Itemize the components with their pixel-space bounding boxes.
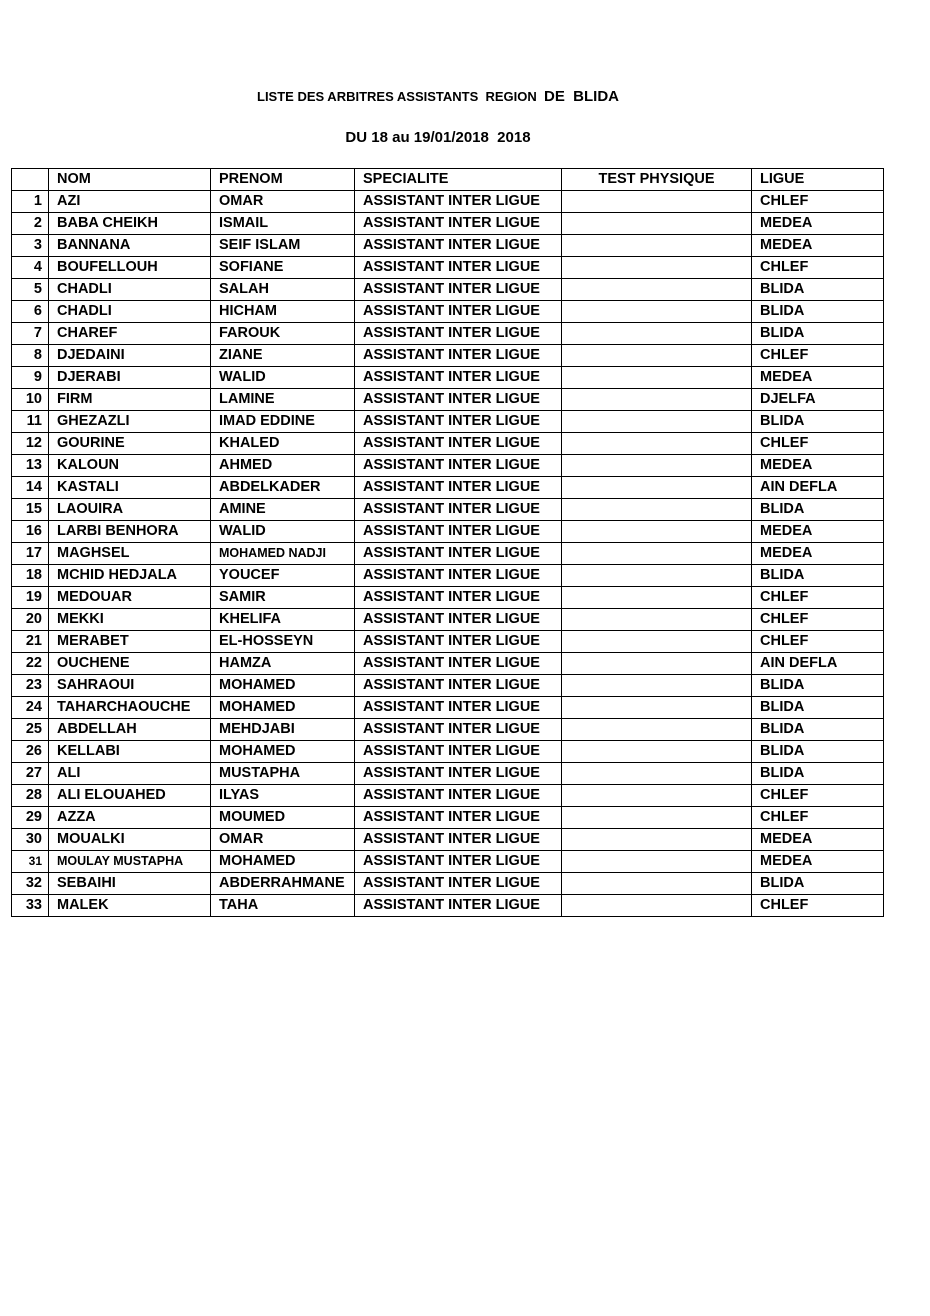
table-row — [12, 719, 884, 741]
cell-num: 4 — [12, 257, 49, 279]
header-nom: NOM — [49, 169, 211, 191]
cell-test-physique — [562, 763, 752, 785]
cell-test-physique — [562, 235, 752, 257]
cell-ligue: AIN DEFLA — [752, 477, 884, 499]
cell-test-physique — [562, 433, 752, 455]
cell-specialite: ASSISTANT INTER LIGUE — [355, 785, 562, 807]
cell-prenom: AHMED — [211, 455, 355, 477]
cell-test-physique — [562, 609, 752, 631]
cell-ligue: CHLEF — [752, 609, 884, 631]
cell-prenom: ABDELKADER — [211, 477, 355, 499]
cell-specialite: ASSISTANT INTER LIGUE — [355, 631, 562, 653]
cell-nom: BANNANA — [49, 235, 211, 257]
cell-nom: AZI — [49, 191, 211, 213]
cell-nom: MOULAY MUSTAPHA — [49, 851, 211, 873]
cell-prenom: YOUCEF — [211, 565, 355, 587]
header-specialite: SPECIALITE — [355, 169, 562, 191]
table-row — [12, 609, 884, 631]
table-row — [12, 873, 884, 895]
cell-test-physique — [562, 455, 752, 477]
cell-nom: KELLABI — [49, 741, 211, 763]
cell-specialite: ASSISTANT INTER LIGUE — [355, 741, 562, 763]
cell-nom: OUCHENE — [49, 653, 211, 675]
cell-prenom: OMAR — [211, 829, 355, 851]
cell-ligue: CHLEF — [752, 587, 884, 609]
page-title-region: DE BLIDA — [544, 88, 619, 105]
table-body — [12, 191, 884, 917]
cell-nom: MEKKI — [49, 609, 211, 631]
cell-specialite: ASSISTANT INTER LIGUE — [355, 257, 562, 279]
cell-num: 32 — [12, 873, 49, 895]
cell-ligue: BLIDA — [752, 675, 884, 697]
cell-prenom: SAMIR — [211, 587, 355, 609]
cell-prenom: HAMZA — [211, 653, 355, 675]
table-row — [12, 895, 884, 917]
table-row — [12, 257, 884, 279]
cell-test-physique — [562, 587, 752, 609]
cell-nom: KASTALI — [49, 477, 211, 499]
table-row — [12, 631, 884, 653]
cell-test-physique — [562, 389, 752, 411]
cell-nom: ALI ELOUAHED — [49, 785, 211, 807]
cell-prenom: MOHAMED — [211, 697, 355, 719]
header-test-physique: TEST PHYSIQUE — [562, 169, 752, 191]
cell-specialite: ASSISTANT INTER LIGUE — [355, 807, 562, 829]
cell-prenom: WALID — [211, 367, 355, 389]
cell-num: 27 — [12, 763, 49, 785]
cell-num: 22 — [12, 653, 49, 675]
cell-prenom: FAROUK — [211, 323, 355, 345]
table-row — [12, 191, 884, 213]
cell-nom: SAHRAOUI — [49, 675, 211, 697]
table-row — [12, 829, 884, 851]
table-row — [12, 741, 884, 763]
cell-nom: MOUALKI — [49, 829, 211, 851]
cell-specialite: ASSISTANT INTER LIGUE — [355, 499, 562, 521]
cell-test-physique — [562, 851, 752, 873]
cell-prenom: MOHAMED — [211, 675, 355, 697]
table-row — [12, 587, 884, 609]
cell-ligue: DJELFA — [752, 389, 884, 411]
cell-nom: ALI — [49, 763, 211, 785]
referee-table — [11, 168, 884, 917]
table-row — [12, 499, 884, 521]
table-row — [12, 433, 884, 455]
cell-test-physique — [562, 499, 752, 521]
cell-ligue: MEDEA — [752, 851, 884, 873]
cell-prenom: HICHAM — [211, 301, 355, 323]
cell-prenom: SOFIANE — [211, 257, 355, 279]
cell-specialite: ASSISTANT INTER LIGUE — [355, 345, 562, 367]
cell-ligue: CHLEF — [752, 191, 884, 213]
cell-ligue: CHLEF — [752, 631, 884, 653]
cell-specialite: ASSISTANT INTER LIGUE — [355, 367, 562, 389]
cell-prenom: TAHA — [211, 895, 355, 917]
cell-prenom: MUSTAPHA — [211, 763, 355, 785]
cell-num: 1 — [12, 191, 49, 213]
cell-test-physique — [562, 807, 752, 829]
cell-nom: BABA CHEIKH — [49, 213, 211, 235]
cell-ligue: CHLEF — [752, 345, 884, 367]
cell-specialite: ASSISTANT INTER LIGUE — [355, 829, 562, 851]
cell-num: 10 — [12, 389, 49, 411]
cell-prenom: SEIF ISLAM — [211, 235, 355, 257]
cell-ligue: MEDEA — [752, 235, 884, 257]
cell-ligue: AIN DEFLA — [752, 653, 884, 675]
cell-specialite: ASSISTANT INTER LIGUE — [355, 697, 562, 719]
cell-prenom: KHALED — [211, 433, 355, 455]
cell-specialite: ASSISTANT INTER LIGUE — [355, 873, 562, 895]
cell-specialite: ASSISTANT INTER LIGUE — [355, 763, 562, 785]
cell-nom: CHADLI — [49, 279, 211, 301]
cell-num: 16 — [12, 521, 49, 543]
cell-prenom: IMAD EDDINE — [211, 411, 355, 433]
cell-prenom: ISMAIL — [211, 213, 355, 235]
cell-prenom: MOHAMED — [211, 741, 355, 763]
cell-ligue: BLIDA — [752, 697, 884, 719]
cell-num: 18 — [12, 565, 49, 587]
cell-num: 26 — [12, 741, 49, 763]
cell-test-physique — [562, 785, 752, 807]
cell-test-physique — [562, 477, 752, 499]
cell-num: 8 — [12, 345, 49, 367]
cell-num: 7 — [12, 323, 49, 345]
cell-num: 30 — [12, 829, 49, 851]
table-row — [12, 653, 884, 675]
cell-specialite: ASSISTANT INTER LIGUE — [355, 411, 562, 433]
table-row — [12, 367, 884, 389]
table-row — [12, 279, 884, 301]
table-row — [12, 455, 884, 477]
cell-ligue: BLIDA — [752, 763, 884, 785]
cell-nom: AZZA — [49, 807, 211, 829]
cell-nom: KALOUN — [49, 455, 211, 477]
table-header-row — [12, 169, 884, 191]
cell-num: 12 — [12, 433, 49, 455]
table-row — [12, 565, 884, 587]
cell-specialite: ASSISTANT INTER LIGUE — [355, 521, 562, 543]
cell-num: 20 — [12, 609, 49, 631]
cell-prenom: AMINE — [211, 499, 355, 521]
cell-nom: MEDOUAR — [49, 587, 211, 609]
cell-num: 5 — [12, 279, 49, 301]
cell-ligue: CHLEF — [752, 785, 884, 807]
cell-nom: GOURINE — [49, 433, 211, 455]
cell-specialite: ASSISTANT INTER LIGUE — [355, 301, 562, 323]
cell-prenom: LAMINE — [211, 389, 355, 411]
cell-nom: ABDELLAH — [49, 719, 211, 741]
cell-num: 13 — [12, 455, 49, 477]
cell-ligue: BLIDA — [752, 741, 884, 763]
cell-nom: DJERABI — [49, 367, 211, 389]
cell-test-physique — [562, 213, 752, 235]
table-row — [12, 235, 884, 257]
cell-test-physique — [562, 279, 752, 301]
cell-test-physique — [562, 741, 752, 763]
cell-test-physique — [562, 631, 752, 653]
cell-prenom: OMAR — [211, 191, 355, 213]
header-prenom: PRENOM — [211, 169, 355, 191]
page-title — [0, 88, 876, 105]
cell-num: 29 — [12, 807, 49, 829]
cell-specialite: ASSISTANT INTER LIGUE — [355, 543, 562, 565]
cell-prenom: MOUMED — [211, 807, 355, 829]
cell-prenom: EL-HOSSEYN — [211, 631, 355, 653]
cell-num: 14 — [12, 477, 49, 499]
cell-specialite: ASSISTANT INTER LIGUE — [355, 389, 562, 411]
cell-nom: MERABET — [49, 631, 211, 653]
cell-num: 6 — [12, 301, 49, 323]
cell-specialite: ASSISTANT INTER LIGUE — [355, 279, 562, 301]
cell-test-physique — [562, 543, 752, 565]
cell-specialite: ASSISTANT INTER LIGUE — [355, 235, 562, 257]
cell-ligue: CHLEF — [752, 433, 884, 455]
cell-test-physique — [562, 521, 752, 543]
cell-num: 19 — [12, 587, 49, 609]
cell-specialite: ASSISTANT INTER LIGUE — [355, 895, 562, 917]
cell-test-physique — [562, 895, 752, 917]
cell-nom: LAOUIRA — [49, 499, 211, 521]
table-row — [12, 785, 884, 807]
cell-nom: SEBAIHI — [49, 873, 211, 895]
cell-test-physique — [562, 873, 752, 895]
cell-ligue: BLIDA — [752, 301, 884, 323]
cell-num: 25 — [12, 719, 49, 741]
cell-specialite: ASSISTANT INTER LIGUE — [355, 675, 562, 697]
cell-test-physique — [562, 367, 752, 389]
cell-nom: FIRM — [49, 389, 211, 411]
cell-ligue: CHLEF — [752, 895, 884, 917]
cell-nom: BOUFELLOUH — [49, 257, 211, 279]
cell-nom: CHAREF — [49, 323, 211, 345]
table-row — [12, 345, 884, 367]
cell-test-physique — [562, 191, 752, 213]
header-ligue: LIGUE — [752, 169, 884, 191]
cell-specialite: ASSISTANT INTER LIGUE — [355, 587, 562, 609]
cell-test-physique — [562, 301, 752, 323]
cell-ligue: BLIDA — [752, 565, 884, 587]
cell-test-physique — [562, 653, 752, 675]
cell-ligue: MEDEA — [752, 521, 884, 543]
table-row — [12, 697, 884, 719]
cell-specialite: ASSISTANT INTER LIGUE — [355, 477, 562, 499]
cell-test-physique — [562, 829, 752, 851]
table-row — [12, 675, 884, 697]
cell-prenom: ABDERRAHMANE — [211, 873, 355, 895]
cell-test-physique — [562, 323, 752, 345]
cell-test-physique — [562, 257, 752, 279]
cell-specialite: ASSISTANT INTER LIGUE — [355, 191, 562, 213]
cell-ligue: MEDEA — [752, 213, 884, 235]
cell-nom: MALEK — [49, 895, 211, 917]
cell-ligue: BLIDA — [752, 411, 884, 433]
cell-nom: CHADLI — [49, 301, 211, 323]
cell-num: 28 — [12, 785, 49, 807]
cell-test-physique — [562, 345, 752, 367]
cell-nom: GHEZAZLI — [49, 411, 211, 433]
cell-ligue: MEDEA — [752, 543, 884, 565]
cell-ligue: BLIDA — [752, 499, 884, 521]
cell-num: 21 — [12, 631, 49, 653]
cell-prenom: MOHAMED NADJI — [211, 543, 355, 565]
table-row — [12, 411, 884, 433]
cell-num: 33 — [12, 895, 49, 917]
cell-specialite: ASSISTANT INTER LIGUE — [355, 213, 562, 235]
cell-num: 2 — [12, 213, 49, 235]
cell-specialite: ASSISTANT INTER LIGUE — [355, 565, 562, 587]
cell-num: 15 — [12, 499, 49, 521]
cell-ligue: BLIDA — [752, 279, 884, 301]
table-row — [12, 543, 884, 565]
cell-ligue: CHLEF — [752, 807, 884, 829]
cell-test-physique — [562, 565, 752, 587]
cell-test-physique — [562, 411, 752, 433]
cell-num: 9 — [12, 367, 49, 389]
cell-nom: MCHID HEDJALA — [49, 565, 211, 587]
cell-prenom: ILYAS — [211, 785, 355, 807]
cell-prenom: MEHDJABI — [211, 719, 355, 741]
cell-ligue: BLIDA — [752, 719, 884, 741]
table-row — [12, 323, 884, 345]
table-row — [12, 213, 884, 235]
cell-prenom: SALAH — [211, 279, 355, 301]
cell-specialite: ASSISTANT INTER LIGUE — [355, 433, 562, 455]
table-row — [12, 807, 884, 829]
header-num — [12, 169, 49, 191]
cell-num: 17 — [12, 543, 49, 565]
cell-nom: DJEDAINI — [49, 345, 211, 367]
cell-num: 23 — [12, 675, 49, 697]
table-row — [12, 851, 884, 873]
cell-num: 3 — [12, 235, 49, 257]
cell-specialite: ASSISTANT INTER LIGUE — [355, 719, 562, 741]
cell-ligue: BLIDA — [752, 323, 884, 345]
cell-num: 24 — [12, 697, 49, 719]
cell-ligue: MEDEA — [752, 367, 884, 389]
cell-prenom: MOHAMED — [211, 851, 355, 873]
cell-ligue: CHLEF — [752, 257, 884, 279]
cell-nom: LARBI BENHORA — [49, 521, 211, 543]
cell-test-physique — [562, 697, 752, 719]
cell-specialite: ASSISTANT INTER LIGUE — [355, 609, 562, 631]
table-row — [12, 389, 884, 411]
cell-prenom: WALID — [211, 521, 355, 543]
table-row — [12, 763, 884, 785]
cell-ligue: MEDEA — [752, 455, 884, 477]
cell-specialite: ASSISTANT INTER LIGUE — [355, 455, 562, 477]
cell-test-physique — [562, 719, 752, 741]
table-row — [12, 301, 884, 323]
cell-num: 31 — [12, 851, 49, 873]
cell-prenom: ZIANE — [211, 345, 355, 367]
page-subtitle: DU 18 au 19/01/2018 2018 — [345, 129, 531, 146]
cell-ligue: MEDEA — [752, 829, 884, 851]
table-row — [12, 521, 884, 543]
cell-specialite: ASSISTANT INTER LIGUE — [355, 653, 562, 675]
cell-specialite: ASSISTANT INTER LIGUE — [355, 323, 562, 345]
cell-test-physique — [562, 675, 752, 697]
cell-prenom: KHELIFA — [211, 609, 355, 631]
cell-nom: MAGHSEL — [49, 543, 211, 565]
cell-ligue: BLIDA — [752, 873, 884, 895]
cell-num: 11 — [12, 411, 49, 433]
cell-nom: TAHARCHAOUCHE — [49, 697, 211, 719]
page-title-main: LISTE DES ARBITRES ASSISTANTS REGION — [257, 89, 544, 104]
table-row — [12, 477, 884, 499]
cell-specialite: ASSISTANT INTER LIGUE — [355, 851, 562, 873]
